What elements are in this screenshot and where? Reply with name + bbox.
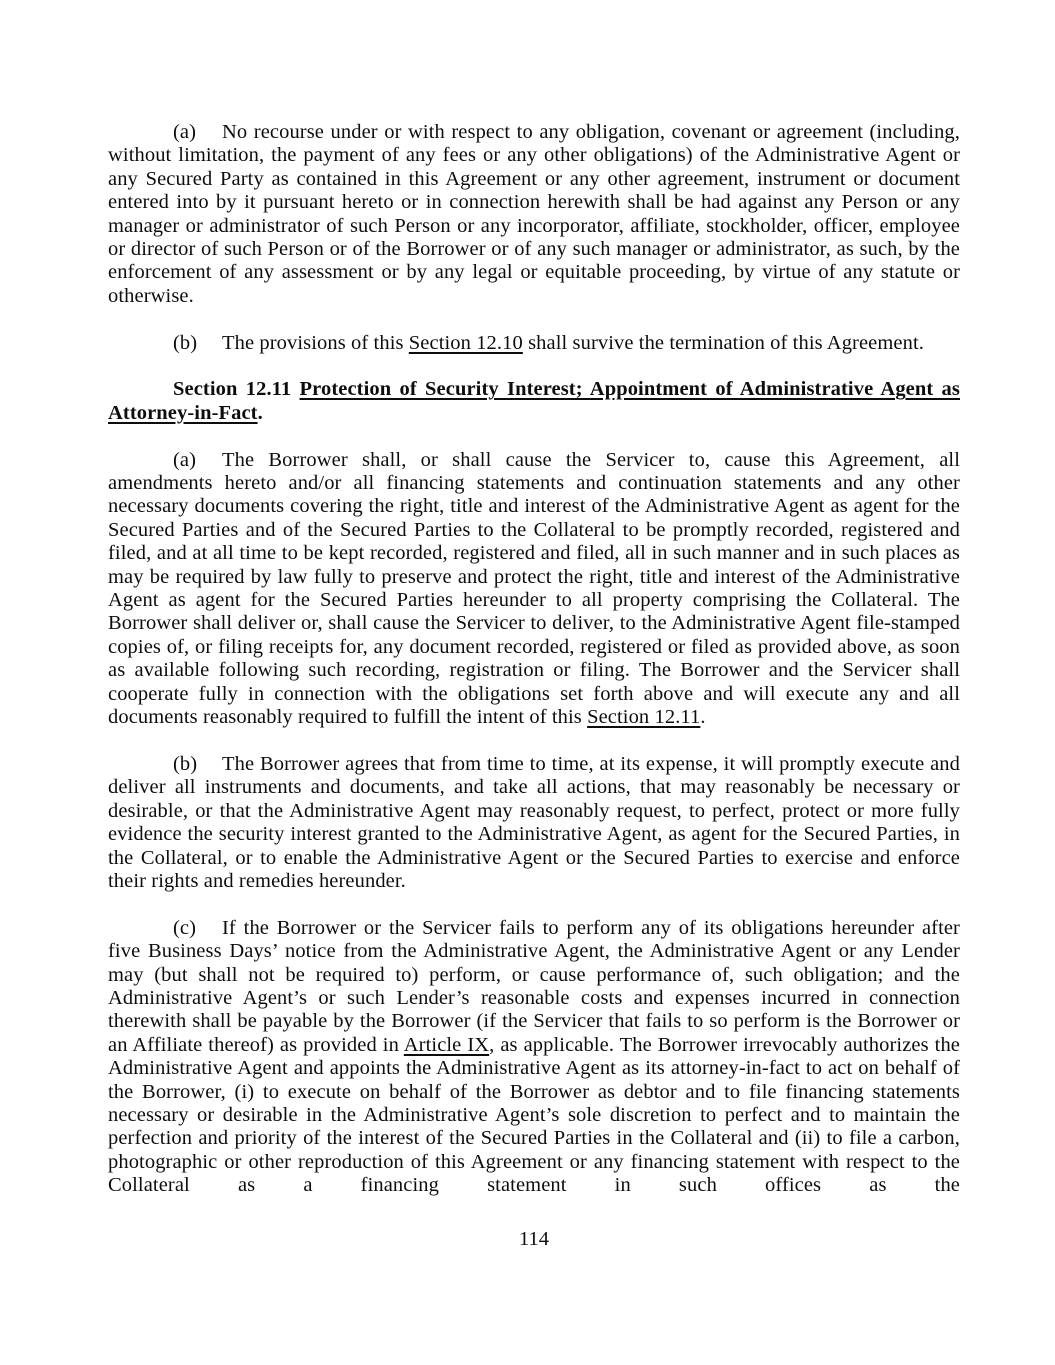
paragraph-recording-a [108, 449, 960, 730]
document-body [108, 121, 960, 1221]
paragraph-text: . [700, 706, 706, 729]
paragraph-text: , as applicable. The Borrower irrevocably authorizes the Administrative Agent and appoints the Administrative Agent as its attorney-in-fact to act on behalf of the Borrower, (i) to execute on behalf of the Borrower as debtor and to file financing statements necessary or desirable in the Administrative Agent’s sole discretion to perfect and to maintain the perfection and priority of the interest of the Secured Parties in the Collateral and (ii) to file a carbon, photographic or other reproduction of this Agreement or any financing statement with respect to the Collateral as a financing statement in such offices as the [108, 1033, 961, 1197]
paragraph-text: The Borrower agrees that from time to time, at its expense, it will promptly execute and deliver all instruments and documents, and take all actions, that may reasonably be necessary or desirable, or that the Administrative Agent may reasonably request, to perfect, protect or more fully evidence the security interest granted to the Administrative Agent, as agent for the Secured Parties, in the Collateral, or to enable the Administrative Agent or the Secured Parties to exercise and enforce their rights and remedies hereunder. [108, 752, 960, 892]
paragraph-label: (b) [173, 331, 198, 354]
paragraph-survival-b [108, 332, 960, 355]
paragraph-text: No recourse under or with respect to any obligation, covenant or agreement (including, without limitation, the payment of any fees or any other obligations) of the Administrative Agent or any Secured Party as contained in this Agreement or any other agreement, instrument or document entered into by it pursuant hereto or in connection herewith shall be had against any Person or any manager or administrator of such Person or any incorporator, affiliate, stockholder, officer, employee or director of such Person or of the Borrower or of any such manager or administrator, as such, by the enforcement of any assessment or by any legal or equitable proceeding, by virtue of any statute or otherwise. [108, 121, 960, 307]
paragraph-label: (b) [173, 752, 198, 775]
paragraph-no-recourse-a [108, 121, 960, 308]
page-number: 114 [519, 1228, 549, 1250]
section-12-10-reference: Section 12.10 [408, 331, 523, 354]
section-heading-12-11 [108, 378, 960, 425]
paragraph-attorney-in-fact-c [108, 917, 960, 1198]
paragraph-text: shall survive the termination of this Agreement. [522, 331, 924, 354]
paragraph-label: (a) [173, 448, 197, 471]
section-number: Section 12.11 [173, 378, 292, 401]
article-ix-reference: Article IX [403, 1033, 490, 1056]
paragraph-text: The provisions of this [222, 331, 409, 354]
paragraph-label: (a) [173, 121, 197, 143]
section-title-period: . [257, 401, 263, 424]
section-12-11-reference: Section 12.11 [587, 706, 701, 729]
paragraph-text: If the Borrower or the Servicer fails to perform any of its obligations hereunder after five Business Days’ notice from the Administrative Agent, the Administrative Agent or any Lender may (but shall not be required to) perform, or cause performance of, such obligation; and the Administrative Agent’s or such Lender’s reasonable costs and expenses incurred in connection therewith shall be payable by the Borrower (if the Servicer that fails to so perform is the Borrower or an Affiliate thereof) as provided in [108, 916, 960, 1056]
section-title: Protection of Security Interest; Appointment of Administrative Agent as Attorney-in-Fact [108, 378, 960, 424]
paragraph-text: The Borrower shall, or shall cause the Servicer to, cause this Agreement, all amendments hereto and/or all financing statements and continuation statements and any other necessary documents covering the right, title and interest of the Administrative Agent as agent for the Secured Parties and of the Secured Parties to the Collateral to be promptly recorded, registered and filed, and at all time to be kept recorded, registered and filed, all in such manner and in such places as may be required by law fully to preserve and protect the right, title and interest of the Administrative Agent as agent for the Secured Parties hereunder to all property comprising the Collateral. The Borrower shall deliver or, shall cause the Servicer to deliver, to the Administrative Agent file-stamped copies of, or filing receipts for, any document recorded, registered or filed as provided above, as soon as available following such recording, registration or filing. The Borrower and the Servicer shall cooperate fully in connection with the obligations set forth above and will execute any and all documents reasonably required to fulfill the intent of this [108, 448, 960, 729]
paragraph-further-assurances-b [108, 753, 960, 893]
paragraph-label: (c) [173, 916, 197, 939]
